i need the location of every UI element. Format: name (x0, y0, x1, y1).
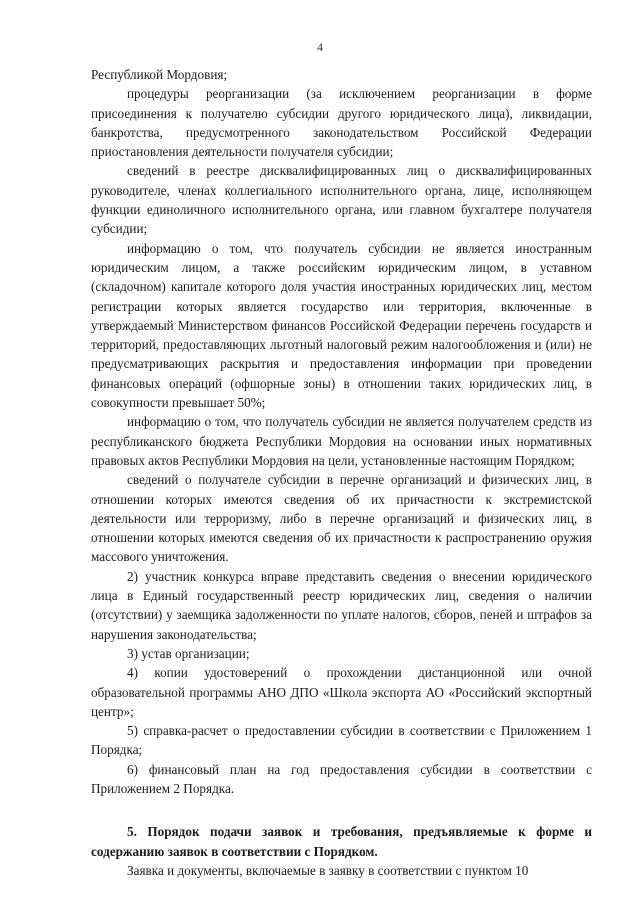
paragraph: Республикой Мордовия; (91, 67, 228, 82)
paragraph: процедуры реорганизации (за исключением реорганизации в форме присоединения к получателю субсидии другого юридического лица), ликвидации, банкротства, предусмотренного законодательством Российской Федерации приостановления деятельности получателя субсидии; (91, 86, 592, 160)
paragraph: 4) копии удостоверений о прохождении дистанционной или очной образовательной программы АНО ДПО «Школа экспорта АО «Российский экспортный центр»; (91, 665, 592, 719)
paragraph: сведений о получателе субсидии в перечне организаций и физических лиц, в отношении которых имеются сведения об их причастности к экстремистской деятельности или терроризму, либо в перечне организаций и физических лиц, в отношении которых имеются сведения об их причастности к распространению оружия массового уничтожения. (91, 472, 592, 565)
paragraph: сведений в реестре дисквалифицированных лиц о дисквалифицированных руководителе, членах коллегиального исполнительного органа, лице, исполняющем функции единоличного исполнительного органа, или главном бухгалтере получателя субсидии; (91, 163, 592, 237)
paragraph: 3) устав организации; (127, 645, 250, 661)
paragraph: информацию о том, что получатель субсидии не является иностранным юридическим лицом, а также российским юридическим лицом, в уставном (складочном) капитале которого доля участия иностранных юридических лиц, местом регистрации которых является государство или территория, включенные в утверждаемый Министерством финансов Российской Федерации перечень государств и территорий, предоставляющих льготный налоговый режим налогообложения и (или) не предусматривающих раскрытия и предоставления информации при проведении финансовых операций (офшорные зоны) в отношении таких юридических лиц, в совокупности превышает 50%; (91, 240, 592, 411)
section-heading: 5. Порядок подачи заявок и требования, предъявляемые к форме и содержанию заявок в соответствии с Порядком. (91, 824, 592, 859)
paragraph: 2) участник конкурса вправе представить сведения о внесении юридического лица в Единый государственный реестр юридических лиц, сведения о наличии (отсутствии) у заемщика задолженности по уплате налогов, сборов, пеней и штрафов за нарушения законодательства; (91, 568, 592, 642)
paragraph: 5) справка-расчет о предоставлении субсидии в соответствии с Приложением 1 Порядка; (91, 723, 592, 758)
paragraph: 6) финансовый план на год предоставления субсидии в соответствии с Приложением 2 Порядка. (91, 761, 592, 796)
page-number: 4 (317, 40, 323, 54)
document-body (91, 65, 592, 880)
paragraph: информацию о том, что получатель субсидии не является получателем средств из республиканского бюджета Республики Мордовия на основании иных нормативных правовых актов Республики Мордовия на цели, установленные настоящим Порядком; (91, 414, 592, 468)
closing-line: Заявка и документы, включаемые в заявку в соответствии с пунктом 10 (127, 862, 529, 878)
